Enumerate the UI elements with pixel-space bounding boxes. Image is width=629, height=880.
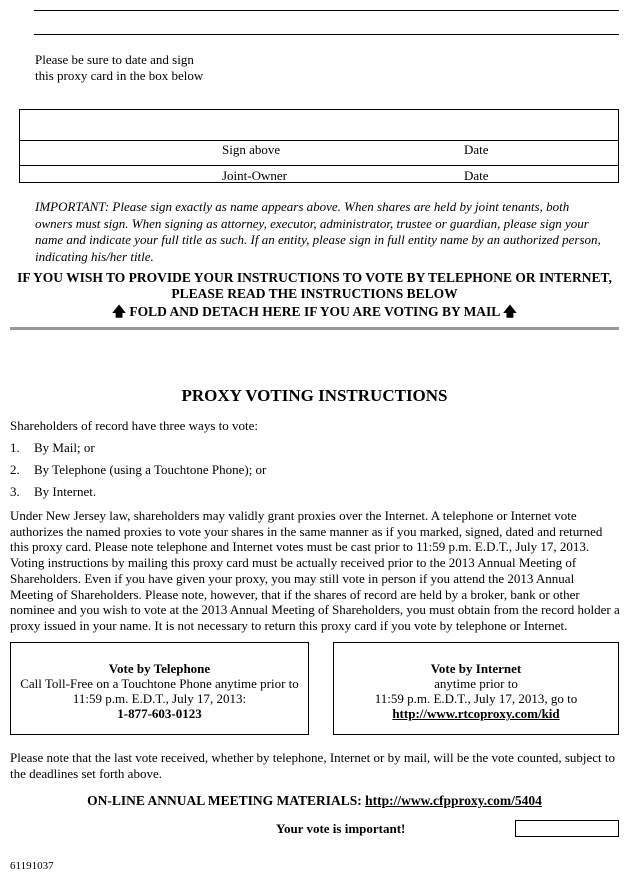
list-text: By Internet. bbox=[34, 484, 97, 499]
instructions-body: Under New Jersey law, shareholders may validly grant proxies over the Internet. A telephone or Internet vote authorizes the named proxies to vote your shares in the same manner as if you marked, signed, dated and returned this proxy card. Please note telephone and Internet votes must be cast prior to 11:59 p.m. E.D.T., July 17, 2013. Voting instructions by mailing this proxy card must be actually received prior to the 2013 Annual Meeting of Shareholders. Even if you have given your proxy, you may still vote in person if you attend the 2013 Annual Meeting of Shareholders. Please note, however, that if the shares of record are held by a broker, bank or other nominee and you wish to vote at the 2013 Annual Meeting of Shareholders, you must obtain from the record holder a proxy issued in your name. It is not necessary to return this proxy card if you vote by telephone or Internet. bbox=[10, 508, 620, 633]
sign-instruction bbox=[35, 52, 203, 84]
page-title: PROXY VOTING INSTRUCTIONS bbox=[181, 386, 448, 405]
telephone-heading: Vote by Telephone bbox=[108, 661, 211, 676]
list-number: 1. bbox=[10, 440, 20, 455]
fold-notice-text: FOLD AND DETACH HERE IF YOU ARE VOTING BY MAIL bbox=[129, 304, 500, 319]
up-arrow-icon: 🡅 bbox=[112, 304, 127, 319]
signature-line bbox=[20, 140, 618, 141]
vote-by-telephone-box bbox=[10, 642, 309, 735]
notice-line1: IF YOU WISH TO PROVIDE YOUR INSTRUCTIONS TO VOTE BY TELEPHONE OR INTERNET, bbox=[17, 270, 612, 285]
second-rule bbox=[34, 34, 619, 35]
internet-line2: 11:59 p.m. E.D.T., July 17, 2013, go to bbox=[374, 691, 578, 706]
final-note: Please note that the last vote received, whether by telephone, Internet or by mail, will be the vote counted, subject to the deadlines set forth above. bbox=[10, 750, 616, 781]
document-code: 61191037 bbox=[10, 860, 54, 872]
list-text: By Mail; or bbox=[34, 440, 95, 455]
internet-line1: anytime prior to bbox=[434, 676, 518, 691]
sign-instruction-line1: Please be sure to date and sign bbox=[35, 52, 194, 67]
phone-number: 1-877-603-0123 bbox=[117, 706, 202, 721]
internet-voting-link[interactable]: http://www.rtcoproxy.com/kid bbox=[392, 706, 560, 721]
sign-instruction-line2: this proxy card in the box below bbox=[35, 68, 204, 83]
list-text: By Telephone (using a Touchtone Phone); or bbox=[34, 462, 267, 477]
fold-notice bbox=[0, 302, 629, 325]
materials-label: ON-LINE ANNUAL MEETING MATERIALS: bbox=[87, 793, 362, 808]
signature-box bbox=[19, 109, 619, 183]
instructions-intro: Shareholders of record have three ways to vote: bbox=[10, 418, 258, 433]
vote-important: Your vote is important! bbox=[276, 821, 406, 836]
materials-line bbox=[0, 793, 629, 809]
up-arrow-icon: 🡅 bbox=[502, 304, 517, 319]
list-item bbox=[10, 484, 96, 500]
materials-link[interactable]: http://www.cfpproxy.com/5404 bbox=[365, 793, 542, 808]
list-number: 3. bbox=[10, 484, 20, 499]
joint-owner-line bbox=[20, 165, 618, 166]
list-item bbox=[10, 440, 95, 456]
joint-date-label: Date bbox=[464, 168, 489, 183]
joint-owner-label: Joint-Owner bbox=[222, 168, 287, 183]
date-label: Date bbox=[464, 142, 489, 157]
code-box bbox=[515, 820, 619, 837]
vote-by-internet-box bbox=[333, 642, 619, 735]
internet-heading: Vote by Internet bbox=[430, 661, 522, 676]
notice-line2: PLEASE READ THE INSTRUCTIONS BELOW bbox=[171, 286, 458, 301]
sign-above-label: Sign above bbox=[222, 142, 281, 157]
telephone-line1: Call Toll-Free on a Touchtone Phone anytime prior to bbox=[20, 676, 299, 691]
important-note: IMPORTANT: Please sign exactly as name appears above. When shares are held by joint tenants, both owners must sign. When signing as attorney, executor, administrator, trustee or guardian, please sign your name and indicate your full title as such. If an entity, please sign in full entity name by an authorized person, indicating his/her title. bbox=[35, 199, 601, 264]
telephone-line2: 11:59 p.m. E.D.T., July 17, 2013: bbox=[72, 691, 247, 706]
list-number: 2. bbox=[10, 462, 20, 477]
detach-rule bbox=[10, 327, 619, 330]
top-rule bbox=[34, 10, 619, 11]
list-item bbox=[10, 462, 266, 478]
